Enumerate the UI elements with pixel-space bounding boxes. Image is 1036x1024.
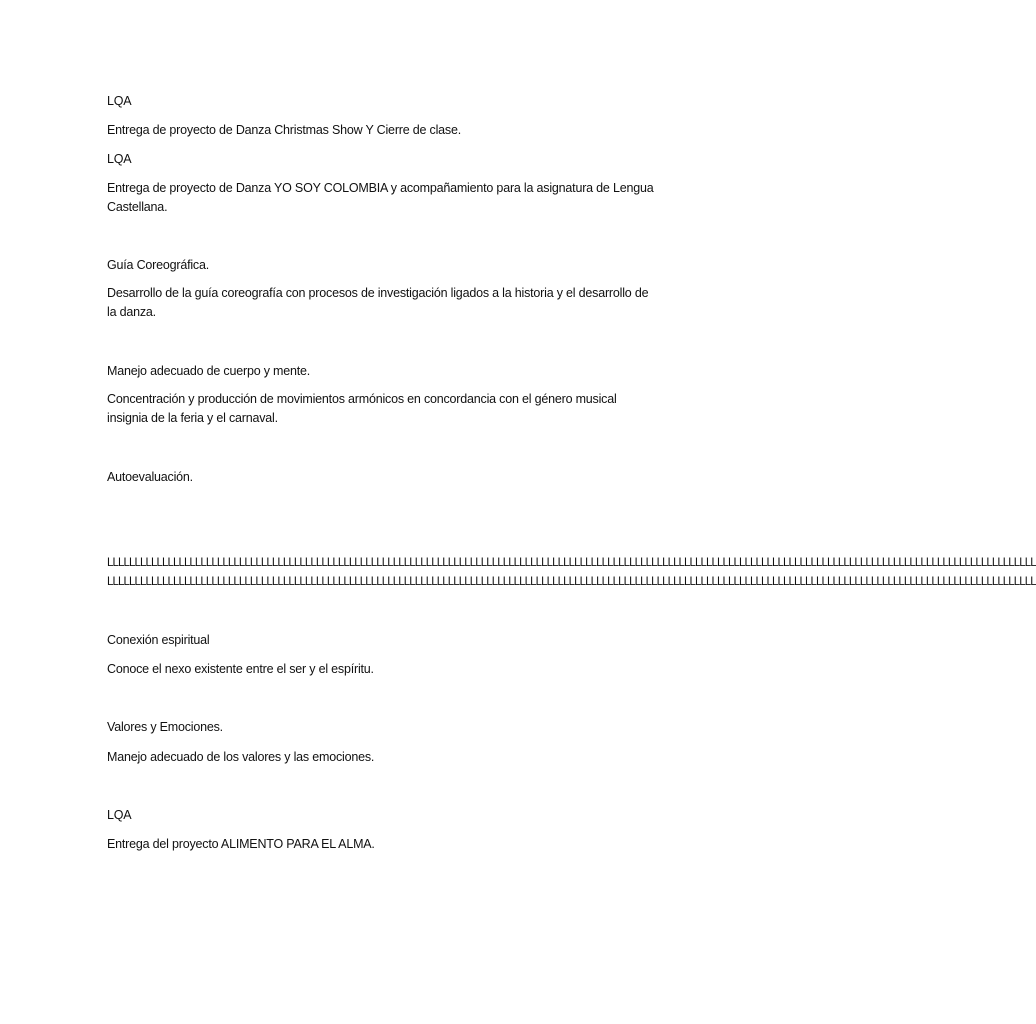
paragraph-valores: Manejo adecuado de los valores y las emociones. [107,750,375,764]
heading-conexion-espiritual: Conexión espiritual [107,633,210,647]
paragraph-guia-coreografia: Desarrollo de la guía coreografía con procesos de investigación ligados a la historia y el desarrollo de la danza. [107,286,649,319]
heading-lqa-1: LQA [107,94,132,108]
heading-lqa-3: LQA [107,808,132,822]
paragraph-conexion: Conoce el nexo existente entre el ser y el espíritu. [107,662,374,676]
paragraph-christmas-show: Entrega de proyecto de Danza Christmas Show Y Cierre de clase. [107,123,461,137]
paragraph-concentracion: Concentración y producción de movimientos armónicos en concordancia con el género musical insignia de la feria y el carnaval. [107,392,617,425]
paragraph-yo-soy-colombia: Entrega de proyecto de Danza YO SOY COLOMBIA y acompañamiento para la asignatura de Lengua Castellana. [107,181,654,214]
heading-autoevaluacion: Autoevaluación. [107,470,193,484]
l-row-1: LLLLLLLLLLLLLLLLLLLLLLLLLLLLLLLLLLLLLLLLLLLLLLLLLLLLLLLLLLLLLLLLLLLLLLLLLLLLLLLLLLLLLLLLLLLLLLLLLLLLLLLLLLLLLLLLLLLLLLLLLLLLLLLLLLLLLLLLLLLLLLLLLLLLLLLLLLLLLLLLLLLLLLLLL [107,557,1036,569]
paragraph-alimento-alma: Entrega del proyecto ALIMENTO PARA EL ALMA. [107,837,375,851]
heading-guia-coreografica: Guía Coreográfica. [107,258,210,272]
heading-lqa-2: LQA [107,152,132,166]
l-row-2: LLLLLLLLLLLLLLLLLLLLLLLLLLLLLLLLLLLLLLLLLLLLLLLLLLLLLLLLLLLLLLLLLLLLLLLLLLLLLLLLLLLLLLLLLLLLLLLLLLLLLLLLLLLLLLLLLLLLLLLLLLLLLLLLLLLLLLLLLLLLLLLLLLLLLLLLLLLLLLLLLLLLLLLLL [107,576,1036,588]
heading-valores-emociones: Valores y Emociones. [107,720,223,734]
heading-manejo-cuerpo-mente: Manejo adecuado de cuerpo y mente. [107,364,311,378]
